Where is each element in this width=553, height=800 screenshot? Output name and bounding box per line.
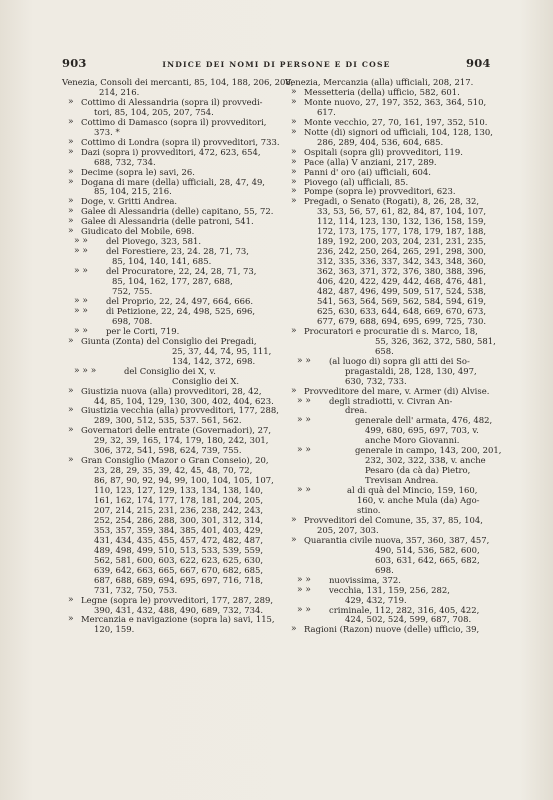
index-entry-line: 161, 162, 174, 177, 178, 181, 204, 205,	[94, 495, 264, 506]
index-entry	[62, 387, 280, 407]
index-entry-line: 85, 104, 215, 216.	[94, 186, 172, 197]
ditto-mark: » »	[297, 445, 311, 456]
ditto-mark: »	[68, 216, 74, 227]
index-entry-line: 490, 514, 536, 582, 600,	[375, 544, 480, 555]
ditto-mark: » » »	[74, 365, 97, 376]
index-entry-line: Venezia, Mercanzia (alla) ufficiali, 208, 217.	[285, 77, 474, 87]
ditto-mark: »	[291, 166, 297, 177]
index-entry-line: 33, 53, 56, 57, 61, 82, 84, 87, 104, 107,	[317, 206, 487, 217]
index-entry-line: 431, 434, 435, 455, 457, 472, 482, 487,	[94, 534, 264, 545]
index-entry	[285, 445, 502, 486]
ditto-mark: »	[291, 176, 297, 187]
index-entry-line: Provveditori del Comune, 35, 37, 85, 104,	[304, 514, 483, 525]
ditto-mark: »	[68, 176, 74, 187]
index-entry-line: 236, 242, 250, 264, 265, 291, 298, 300,	[317, 246, 487, 257]
index-entry-line: Mercanzia e navigazione (sopra la) savi, 115,	[81, 614, 275, 625]
ditto-mark: »	[291, 624, 297, 635]
ditto-mark: » »	[74, 236, 88, 247]
ditto-mark: »	[68, 385, 74, 396]
index-entry-line: 698, 708.	[112, 315, 153, 326]
index-entry-line: 214, 216.	[99, 86, 140, 97]
running-title: INDICE DEI NOMI DI PERSONE E DI COSE	[162, 60, 391, 69]
ditto-mark: » »	[74, 266, 88, 277]
index-entry-line: Provveditore del mare, v. Armer (di) Alvise.	[304, 385, 490, 396]
index-entry-line: 85, 104, 162, 177, 287, 688,	[112, 276, 233, 287]
index-entry-line: 489, 498, 499, 510, 513, 533, 539, 559,	[94, 544, 264, 555]
index-entry-line: 687, 688, 689, 694, 695, 697, 716, 718,	[94, 574, 264, 585]
index-entry-line: Cottimo di Damasco (sopra il) provveditori,	[81, 116, 267, 127]
index-entry	[62, 267, 280, 297]
index-entry-line: 617.	[317, 106, 336, 117]
index-entry-line: 85, 104, 140, 141, 685.	[112, 256, 212, 267]
index-entry	[285, 357, 493, 387]
index-entry-line: Procuratori e procuratie di s. Marco, 18,	[304, 325, 478, 336]
index-entry	[62, 148, 280, 168]
index-entry-line: 252, 254, 286, 288, 300, 301, 312, 314,	[94, 514, 264, 525]
index-entry	[285, 606, 493, 626]
index-entry-line: 86, 87, 90, 92, 94, 99, 100, 104, 105, 107,	[94, 475, 274, 486]
index-entry-line: 677, 679, 688, 694, 695, 699, 725, 730.	[317, 315, 487, 326]
index-entry-line: drea.	[345, 405, 368, 416]
index-entry-line: 625, 630, 633, 644, 648, 669, 670, 673,	[317, 305, 487, 316]
index-entry-line: 29, 32, 39, 165, 174, 179, 180, 242, 301,	[94, 435, 269, 446]
ditto-mark: »	[291, 534, 297, 545]
index-entry-line: nuovissima, 372.	[329, 574, 401, 585]
index-entry	[285, 325, 496, 357]
index-column-right	[285, 77, 502, 635]
index-entry-line: 688, 732, 734.	[94, 156, 156, 167]
index-entry	[62, 118, 280, 138]
ditto-mark: » »	[297, 574, 311, 585]
index-entry-line: pragastaldi, 28, 128, 130, 497,	[345, 365, 477, 376]
ditto-mark: »	[291, 156, 297, 167]
index-entry-line: generale dell' armata, 476, 482,	[355, 415, 493, 426]
index-entry-line: di Petizione, 22, 24, 498, 525, 696,	[106, 305, 256, 316]
index-entry-line: 160, v. anche Mula (da) Ago-	[357, 495, 480, 506]
ditto-mark: »	[291, 196, 297, 207]
index-entry	[62, 178, 280, 198]
page-number-left: 903	[62, 56, 87, 70]
ditto-mark: »	[291, 385, 297, 396]
index-entry	[62, 615, 280, 635]
index-entry-line: Pompe (sopra le) provveditori, 623.	[304, 186, 456, 197]
ditto-mark: » »	[297, 584, 311, 595]
index-entry-line: 134, 142, 372, 698.	[172, 355, 256, 366]
ditto-mark: »	[68, 166, 74, 177]
index-entry-line: Gran Consiglio (Mazor o Gran Conseio), 20,	[81, 455, 269, 466]
ditto-mark: »	[68, 614, 74, 625]
index-entry-line: 424, 502, 524, 599, 687, 708.	[345, 614, 472, 625]
index-entry-line: Monte vecchio, 27, 70, 161, 197, 352, 510.	[304, 116, 488, 127]
index-entry-line: Pesaro (da cà da) Pietro,	[365, 465, 471, 476]
index-entry	[285, 486, 493, 516]
index-entry-line: Giustizia vecchia (alla) provveditori, 177, 288,	[81, 405, 279, 416]
index-entry-line: 541, 563, 564, 569, 562, 584, 594, 619,	[317, 295, 487, 306]
index-entry-line: Panni d' oro (ai) ufficiali, 604.	[304, 166, 431, 177]
ditto-mark: »	[68, 206, 74, 217]
ditto-mark: »	[291, 325, 297, 336]
index-entry	[62, 77, 294, 98]
ditto-mark: »	[291, 146, 297, 157]
index-entry-line: 189, 192, 200, 203, 204, 231, 231, 235,	[317, 236, 487, 247]
index-entry-line: 55, 326, 362, 372, 580, 581,	[375, 335, 496, 346]
index-entry-line: Consiglio dei X.	[172, 375, 240, 386]
ditto-mark: »	[68, 96, 74, 107]
ditto-mark: »	[291, 126, 297, 137]
index-entry	[285, 516, 493, 536]
index-entry-line: Cottimo di Alessandria (sopra il) provvedi-	[81, 96, 263, 107]
index-entry-line: 429, 432, 719.	[345, 594, 407, 605]
index-entry-line: degli stradiotti, v. Civran An-	[329, 395, 453, 406]
index-entry-line: Messetteria (della) ufficio, 582, 601.	[304, 86, 460, 97]
index-entry-line: Trevisan Andrea.	[365, 475, 439, 486]
ditto-mark: »	[291, 86, 297, 97]
index-entry-line: Dogana di mare (della) ufficiali, 28, 47, 49,	[81, 176, 265, 187]
index-column-left	[62, 77, 294, 635]
index-entry	[62, 426, 280, 456]
index-entry-line: Venezia, Consoli dei mercanti, 85, 104, 188, 206, 208,	[62, 77, 294, 87]
index-entry	[285, 586, 493, 606]
index-entry-line: vecchia, 131, 159, 256, 282,	[329, 584, 450, 595]
index-entry-line: 120, 159.	[94, 624, 135, 635]
index-entry	[285, 397, 493, 417]
index-entry-line: Governatori delle entrate (Governadori), 27,	[81, 425, 272, 436]
ditto-mark: »	[68, 455, 74, 466]
index-entry-line: 731, 732, 750, 753.	[94, 584, 178, 595]
ditto-mark: »	[291, 514, 297, 525]
index-entry	[62, 307, 280, 327]
index-entry-line: Notte (di) signori od ufficiali, 104, 128, 130,	[304, 126, 493, 137]
ditto-mark: »	[68, 405, 74, 416]
index-entry	[285, 625, 493, 635]
index-entry-line: Legne (sopra le) provveditori, 177, 287, 289,	[81, 594, 274, 605]
index-entry	[62, 247, 280, 267]
index-entry-line: del Consiglio dei X, v.	[124, 365, 216, 376]
page-header	[0, 56, 553, 72]
index-entry-line: generale in campo, 143, 200, 201,	[355, 445, 502, 456]
index-entry-line: Monte nuovo, 27, 197, 352, 363, 364, 510,	[304, 96, 487, 107]
index-entry-line: 639, 642, 663, 665, 667, 670, 682, 685,	[94, 564, 264, 575]
index-entry-line: 362, 363, 371, 372, 376, 380, 388, 396,	[317, 266, 487, 277]
index-entry-line: Pregadi, o Senato (Rogati), 8, 26, 28, 32,	[304, 196, 480, 207]
ditto-mark: »	[68, 146, 74, 157]
index-entry-line: Dazi (sopra i) provveditori, 472, 623, 654,	[81, 146, 261, 157]
index-entry	[285, 416, 493, 446]
ditto-mark: » »	[74, 295, 88, 306]
ditto-mark: »	[68, 594, 74, 605]
index-entry-line: 406, 420, 422, 429, 442, 468, 476, 481,	[317, 276, 487, 287]
index-entry-line: 698.	[375, 564, 394, 575]
index-entry-line: 390, 431, 432, 488, 490, 689, 732, 734.	[94, 604, 264, 615]
ditto-mark: » »	[297, 415, 311, 426]
index-entry-line: 44, 85, 104, 129, 130, 300, 402, 404, 623.	[94, 395, 274, 406]
index-entry-line: stino.	[357, 504, 381, 515]
index-entry	[62, 367, 280, 387]
index-entry	[62, 456, 280, 595]
index-entry-line: 603, 631, 642, 665, 682,	[375, 554, 480, 565]
ditto-mark: »	[68, 136, 74, 147]
index-entry-line: del Piovego, 323, 581.	[106, 236, 202, 247]
index-entry-line: 752, 755.	[112, 286, 153, 297]
index-entry-line: del Proprio, 22, 24, 497, 664, 666.	[106, 295, 254, 306]
index-entry	[285, 387, 493, 397]
ditto-mark: » »	[74, 325, 88, 336]
index-entry-line: per le Corti, 719.	[106, 325, 180, 336]
ditto-mark: » »	[74, 246, 88, 257]
index-entry	[62, 337, 280, 367]
index-entry-line: 207, 214, 215, 231, 236, 238, 242, 243,	[94, 504, 264, 515]
ditto-mark: » »	[297, 355, 311, 366]
ditto-mark: »	[68, 335, 74, 346]
index-entry-line: 373. *	[94, 126, 120, 137]
index-entry-line: criminale, 112, 282, 316, 405, 422,	[329, 604, 480, 615]
ditto-mark: » »	[74, 305, 88, 316]
index-entry-line: 482, 487, 496, 499, 509, 517, 524, 538,	[317, 286, 487, 297]
index-entry-line: Giudicato del Mobile, 698.	[81, 226, 195, 237]
index-entry-line: 562, 581, 600, 603, 622, 623, 625, 630,	[94, 554, 264, 565]
index-entry-line: 25, 37, 44, 74, 95, 111,	[172, 345, 272, 356]
index-entry	[285, 128, 493, 148]
index-entry-line: 289, 300, 512, 535, 537. 561, 562.	[94, 415, 242, 426]
index-entry-line: Giunta (Zonta) del Consiglio dei Pregadi,	[81, 335, 257, 346]
index-entry-line: Galee di Alessandria (delle patroni, 541.	[81, 216, 254, 227]
index-entry-line: 658.	[375, 345, 394, 356]
index-entry-line: 312, 335, 336, 337, 342, 343, 348, 360,	[317, 256, 487, 267]
ditto-mark: » »	[297, 395, 311, 406]
index-entry-line: anche Moro Giovanni.	[365, 435, 460, 446]
index-entry-line: Decime (sopra le) savi, 26.	[81, 166, 195, 177]
index-entry-line: tori, 85, 104, 205, 207, 754.	[94, 106, 214, 117]
index-entry-line: Cottimo di Londra (sopra il) provveditori, 733.	[81, 136, 280, 147]
index-entry-line: 172, 173, 175, 177, 178, 179, 187, 188,	[317, 226, 487, 237]
ditto-mark: »	[68, 196, 74, 207]
index-entry-line: 112, 114, 123, 130, 132, 136, 158, 159,	[317, 216, 487, 227]
index-entry-line: Ragioni (Razon) nuove (delle) ufficio, 39,	[304, 624, 480, 635]
index-entry-line: al di quà del Mincio, 159, 160,	[347, 485, 478, 496]
index-entry-line: 499, 680, 695, 697, 703, v.	[365, 425, 479, 436]
page-number-right: 904	[466, 56, 491, 70]
index-entry-line: 353, 357, 359, 384, 385, 401, 403, 429,	[94, 524, 264, 535]
index-entry-line: Piovego (al) ufficiali, 85.	[304, 176, 409, 187]
ditto-mark: » »	[297, 604, 311, 615]
index-entry-line: 306, 372, 541, 598, 624, 739, 755.	[94, 445, 242, 456]
index-entry-line: 232, 302, 322, 338, v. anche	[365, 455, 486, 466]
index-entry	[285, 197, 493, 326]
index-entry-line: 23, 28, 29, 35, 39, 42, 45, 48, 70, 72,	[94, 465, 253, 476]
ditto-mark: »	[68, 425, 74, 436]
index-entry-line: 286, 289, 404, 536, 604, 685.	[317, 136, 444, 147]
index-entry-line: Doge, v. Gritti Andrea.	[81, 196, 178, 207]
ditto-mark: »	[68, 116, 74, 127]
ditto-mark: » »	[297, 485, 311, 496]
index-entry-line: 630, 732, 733.	[345, 375, 407, 386]
index-entry-line: Galee di Alessandria (delle) capitano, 55, 72.	[81, 206, 274, 217]
index-entry-line: 110, 123, 127, 129, 133, 134, 138, 140,	[94, 485, 264, 496]
index-entry-line: Pace (alla) V anziani, 217, 289.	[304, 156, 437, 167]
index-entry-line: del Procuratore, 22, 24, 28, 71, 73,	[106, 266, 257, 277]
index-entry-line: del Forestiere, 23, 24. 28, 71, 73,	[106, 246, 249, 257]
index-entry	[285, 98, 493, 118]
index-entry-line: Giustizia nuova (alla) provveditori, 28, 42,	[81, 385, 262, 396]
ditto-mark: »	[68, 226, 74, 237]
index-entry-line: Ospitali (sopra gli) provveditori, 119.	[304, 146, 463, 157]
ditto-mark: »	[291, 186, 297, 197]
index-entry	[62, 406, 280, 426]
ditto-mark: »	[291, 96, 297, 107]
index-entry	[62, 98, 280, 118]
index-entry-line: Quarantia civile nuova, 357, 360, 387, 457,	[304, 534, 490, 545]
index-entry-line: (al luogo di) sopra gli atti dei So-	[329, 355, 470, 366]
index-entry-line: 205, 207, 303.	[317, 524, 379, 535]
index-entry	[62, 596, 280, 616]
index-entry	[285, 536, 493, 576]
ditto-mark: »	[291, 116, 297, 127]
